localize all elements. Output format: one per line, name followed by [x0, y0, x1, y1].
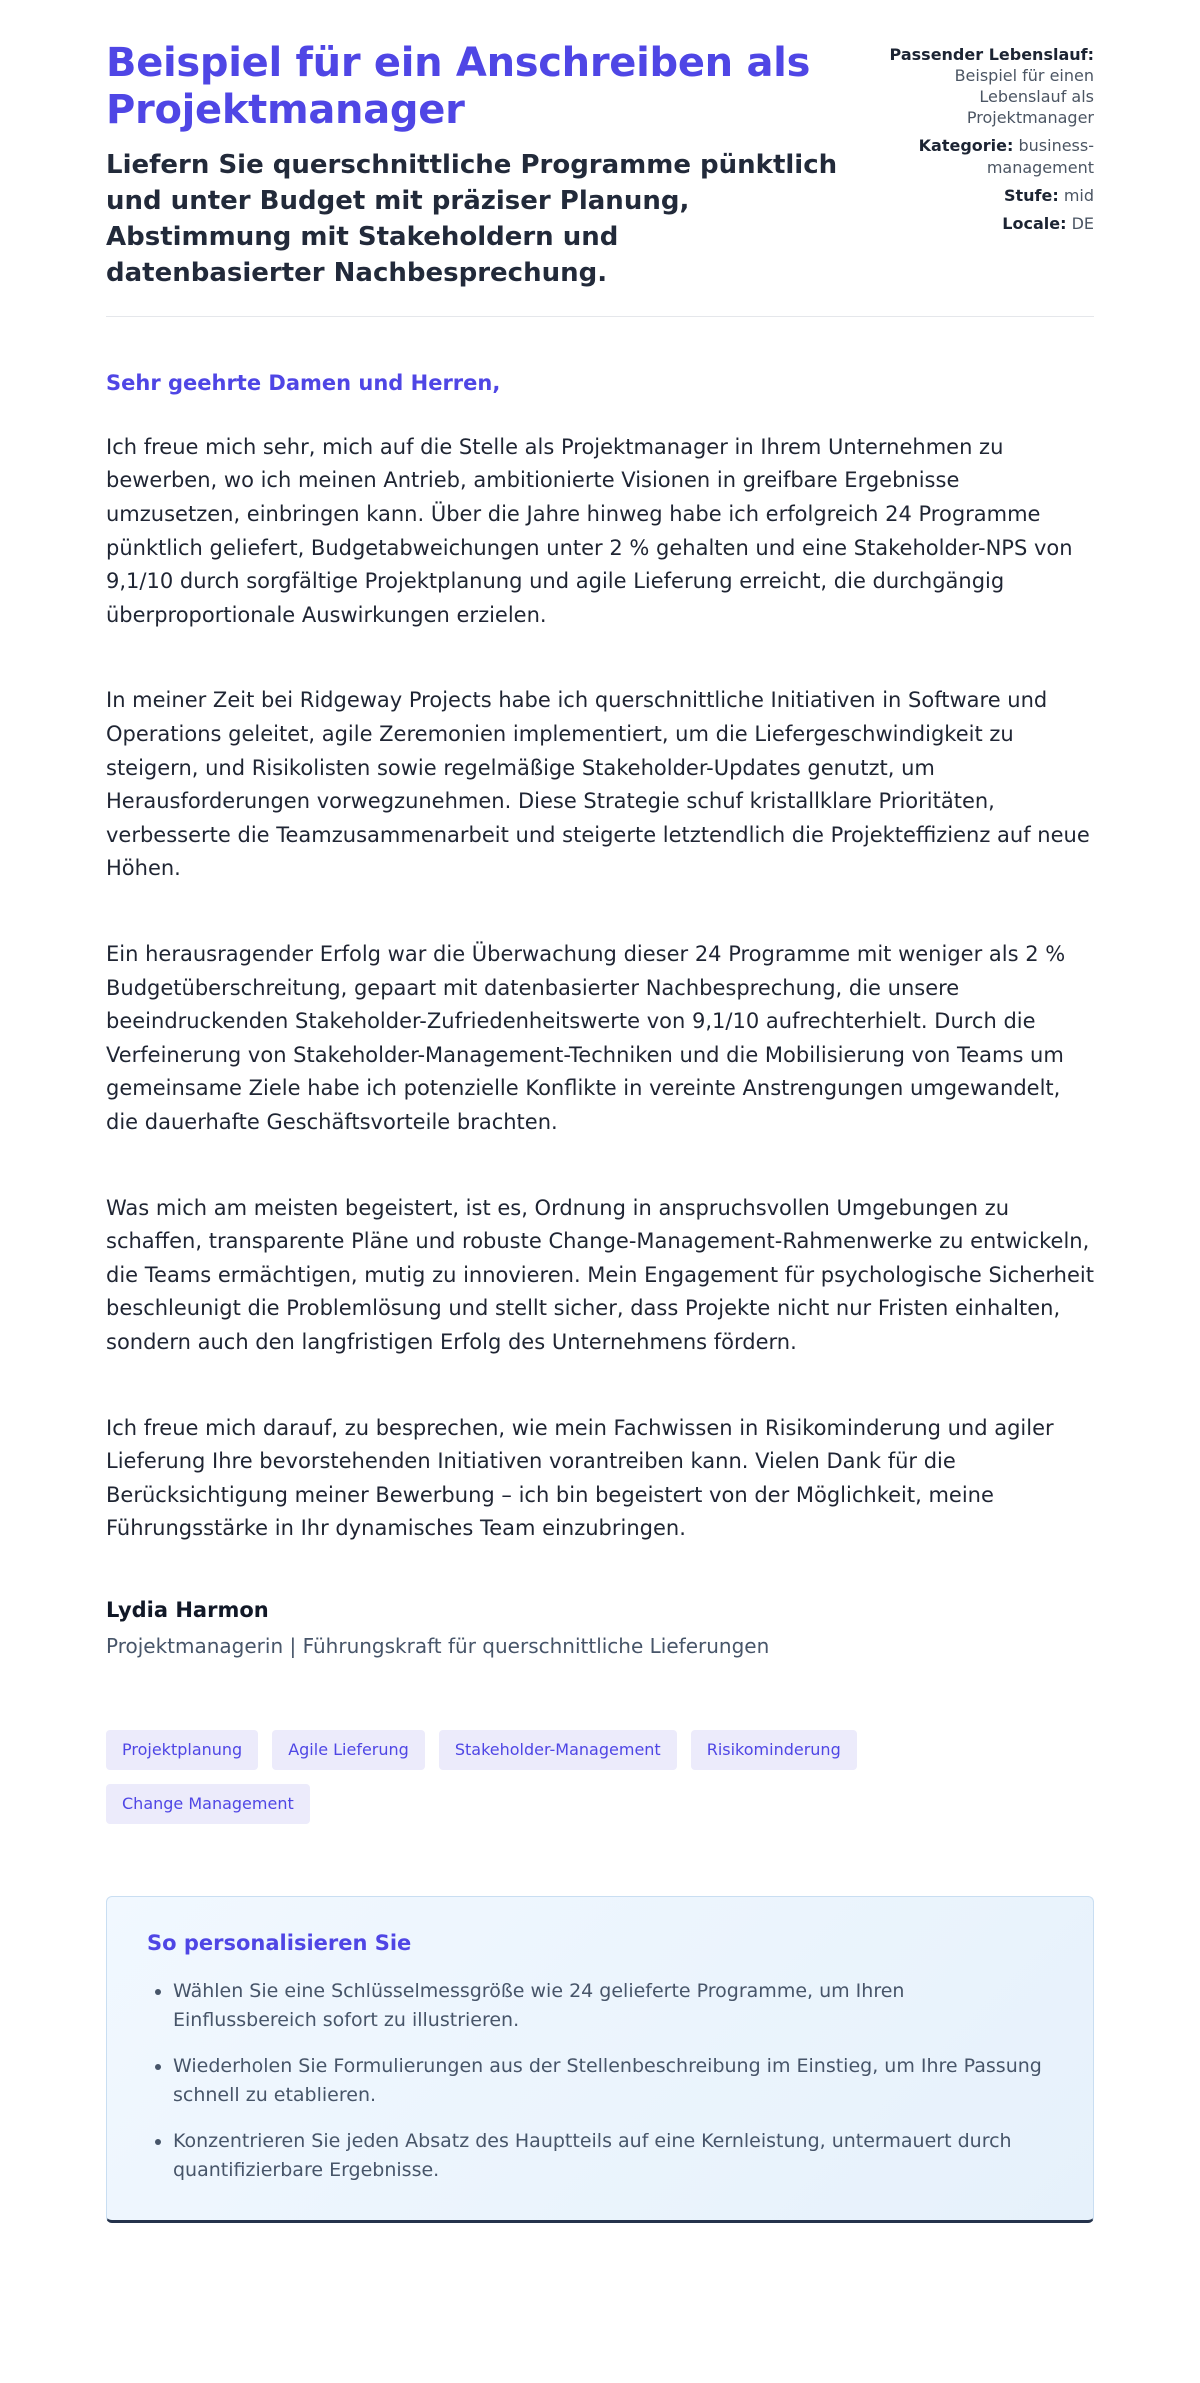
- tag-pill: Projektplanung: [106, 1730, 258, 1770]
- meta-value: Beispiel für einen Lebenslauf als Projektmanager: [954, 66, 1094, 128]
- meta-value: DE: [1071, 213, 1094, 233]
- letter-content: [106, 371, 1094, 2223]
- meta-label: Stufe:: [1003, 185, 1059, 205]
- letter-paragraph: In meiner Zeit bei Ridgeway Projects habe ich querschnittliche Initiativen in Software und Operations geleitet, agile Zeremonien implementiert, um die Liefergeschwindigkeit zu steigern, und Risikolisten sowie regelmäßige Stakeholder-Updates genutzt, um Herausforderungen vorwegzunehmen. Diese Strategie schuf kristallklare Prioritäten, verbesserte die Teamzusammenarbeit und steigerte letztendlich die Projekteffizienz auf neue Höhen.: [106, 688, 1090, 881]
- tag-pill: Change Management: [106, 1784, 310, 1824]
- meta-row: [882, 135, 1094, 177]
- callout-item: • Wiederholen Sie Formulierungen aus der Stellenbeschreibung im Einstieg, um Ihre Passung schnell zu etablieren.: [173, 2052, 1053, 2111]
- meta-label: Locale:: [1002, 213, 1067, 233]
- meta-value: business-management: [986, 136, 1094, 177]
- letter-paragraph: Ich freue mich sehr, mich auf die Stelle als Projektmanager in Ihrem Unternehmen zu bewerben, wo ich meinen Antrieb, ambitionierte Visionen in greifbare Ergebnisse umzusetzen, einbringen kann. Über die Jahre hinweg habe ich erfolgreich 24 Programme pünktlich geliefert, Budgetabweichungen unter 2 % gehalten und eine Stakeholder-NPS von 9,1/10 durch sorgfältige Projektplanung und agile Lieferung erreicht, die durchgängig überproportionale Auswirkungen erzielen.: [106, 434, 1073, 627]
- page-title: Beispiel für ein Anschreiben als Projektmanager: [106, 40, 811, 134]
- meta-row: [882, 44, 1094, 128]
- callout-list: [147, 1977, 1053, 2186]
- signature-name: Lydia Harmon: [106, 1597, 269, 1622]
- meta-panel: [882, 40, 1094, 241]
- letter-paragraph: Ein herausragender Erfolg war die Überwachung dieser 24 Programme mit weniger als 2 % Budgetüberschreitung, gepaart mit datenbasierter Nachbesprechung, die unsere beeindruckenden Stakeholder-Zufriedenheitswerte von 9,1/10 aufrechterhielt. Durch die Verfeinerung von Stakeholder-Management-Techniken und die Mobilisierung von Teams um gemeinsame Ziele habe ich potenzielle Konflikte in vereinte Anstrengungen umgewandelt, die dauerhafte Geschäftsvorteile brachten.: [106, 942, 1066, 1134]
- tag-pill: Risikominderung: [691, 1730, 857, 1770]
- letter-body: [106, 431, 1094, 1546]
- personalization-callout: [106, 1896, 1094, 2223]
- cover-letter-page: [106, 0, 1094, 2303]
- meta-row: [882, 213, 1094, 234]
- letter-paragraph: Ich freue mich darauf, zu besprechen, wie mein Fachwissen in Risikominderung und agiler Lieferung Ihre bevorstehenden Initiativen vorantreiben kann. Vielen Dank für die Berücksichtigung meiner Bewerbung – ich bin begeistert von der Möglichkeit, meine Führungsstärke in Ihr dynamisches Team einzubringen.: [106, 1415, 1054, 1541]
- page-header: [106, 40, 1094, 292]
- meta-label: Kategorie:: [918, 136, 1014, 156]
- signature-role: Projektmanagerin | Führungskraft für querschnittliche Lieferungen: [106, 1633, 770, 1658]
- meta-row: [882, 185, 1094, 206]
- header-divider: [106, 316, 1094, 317]
- tag-pill: Agile Lieferung: [272, 1730, 425, 1770]
- meta-label: Passender Lebenslauf:: [889, 45, 1094, 64]
- tag-pill: Stakeholder-Management: [439, 1730, 677, 1770]
- callout-item: • Wählen Sie eine Schlüsselmessgröße wie 24 gelieferte Programme, um Ihren Einflussbereich sofort zu illustrieren.: [173, 1977, 1053, 2036]
- callout-item: • Konzentrieren Sie jeden Absatz des Hauptteils auf eine Kernleistung, untermauert durch quantifizierbare Ergebnisse.: [173, 2127, 1053, 2186]
- header-main: [106, 40, 842, 292]
- callout-title: So personalisieren Sie: [147, 1930, 412, 1955]
- page-subtitle: Liefern Sie querschnittliche Programme pünktlich und unter Budget mit präziser Planung, Abstimmung mit Stakeholdern und datenbasierter Nachbesprechung.: [106, 150, 838, 288]
- meta-value: mid: [1063, 185, 1094, 205]
- letter-greeting: Sehr geehrte Damen und Herren,: [106, 370, 501, 395]
- letter-paragraph: Was mich am meisten begeistert, ist es, Ordnung in anspruchsvollen Umgebungen zu schaffen, transparente Pläne und robuste Change-Management-Rahmenwerke zu entwickeln, die Teams ermächtigen, mutig zu innovieren. Mein Engagement für psychologische Sicherheit beschleunigt die Problemlösung und stellt sicher, dass Projekte nicht nur Fristen einhalten, sondern auch den langfristigen Erfolg des Unternehmens fördern.: [106, 1195, 1094, 1354]
- tag-list: [106, 1730, 946, 1824]
